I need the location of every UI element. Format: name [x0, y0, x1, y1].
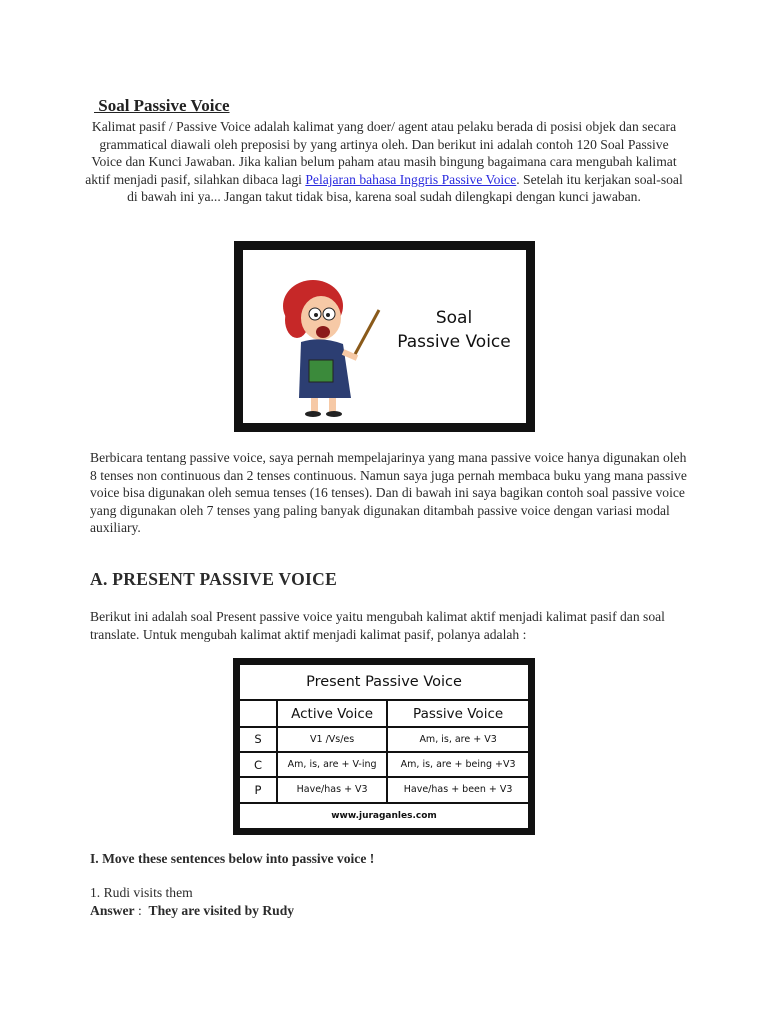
present-passive-table [238, 663, 530, 830]
table-row-label: P [239, 777, 277, 802]
table-cell-passive: Have/has + been + V3 [387, 777, 529, 802]
table-row-label: C [239, 752, 277, 777]
table-footer-source: www.juraganles.com [239, 803, 529, 829]
section-heading: A. PRESENT PASSIVE VOICE [90, 569, 338, 589]
table-cell-active: Have/has + V3 [277, 777, 387, 802]
exercise-question: 1. Rudi visits them [90, 885, 193, 900]
image-caption-line1: Soal [435, 308, 473, 328]
paragraph-present-passive: Berikut ini adalah soal Present passive voice yaitu mengubah kalimat aktif menjadi kalimat pasif dan soal translate. Untuk mengubah kalimat aktif menjadi kalimat pasif, polanya adalah : [90, 609, 665, 642]
image-caption-line2: Passive Voice [397, 332, 511, 352]
answer-separator: : [134, 903, 149, 918]
exercise-answer [90, 903, 294, 919]
soal-passive-voice-image [234, 241, 535, 432]
table-header-active: Active Voice [277, 700, 387, 726]
table-cell-active: Am, is, are + V-ing [277, 752, 387, 777]
paragraph-tenses: Berbicara tentang passive voice, saya pernah mempelajarinya yang mana passive voice hanya digunakan oleh 8 tenses non continuous dan 2 tenses continuous. Namun saya juga pernah membaca buku yang mana passive voice bisa digunakan oleh semua tenses (16 tenses). Dan di bawah ini saya bagikan contoh soal passive voice yang digunakan oleh 7 tenses yang paling banyak digunakan ditambah passive voice dengan variasi modal auxiliary. [90, 450, 687, 536]
present-passive-table-image [233, 658, 535, 835]
teacher-illustration [261, 258, 381, 418]
table-row-label: S [239, 727, 277, 752]
intro-paragraph [84, 118, 684, 206]
table-header-passive: Passive Voice [387, 700, 529, 726]
answer-text: They are visited by Rudy [148, 903, 295, 918]
table-cell-passive: Am, is, are + being +V3 [387, 752, 529, 777]
table-title: Present Passive Voice [239, 664, 529, 700]
page-title: Soal Passive Voice [94, 96, 230, 115]
answer-label: Answer [90, 903, 135, 918]
lesson-link[interactable]: Pelajaran bahasa Inggris Passive Voice [305, 171, 517, 187]
table-cell-passive: Am, is, are + V3 [387, 727, 529, 752]
intro-text-end: . Setelah itu kerjakan soal-soal di bawah ini ya... Jangan takut tidak bisa, karena soal sudah dilengkapi dengan kunci jawaban. [127, 171, 683, 205]
table-cell-active: V1 /Vs/es [277, 727, 387, 752]
image-caption [389, 306, 519, 354]
exercise-heading: I. Move these sentences below into passive voice ! [90, 851, 375, 866]
table-corner-cell [239, 700, 277, 726]
intro-text: Kalimat pasif / Passive Voice adalah kalimat yang doer/ agent atau pelaku berada di posisi objek dan secara grammatical diawali oleh preposisi by yang artinya oleh. Dan berikut ini adalah contoh 120 Soal Passive Voice dan Kunci Jawaban. Jika kalian belum paham atau masih bingung bagaimana cara mengubah kalimat aktif menjadi pasif, silahkan dibaca lagi [85, 119, 677, 187]
